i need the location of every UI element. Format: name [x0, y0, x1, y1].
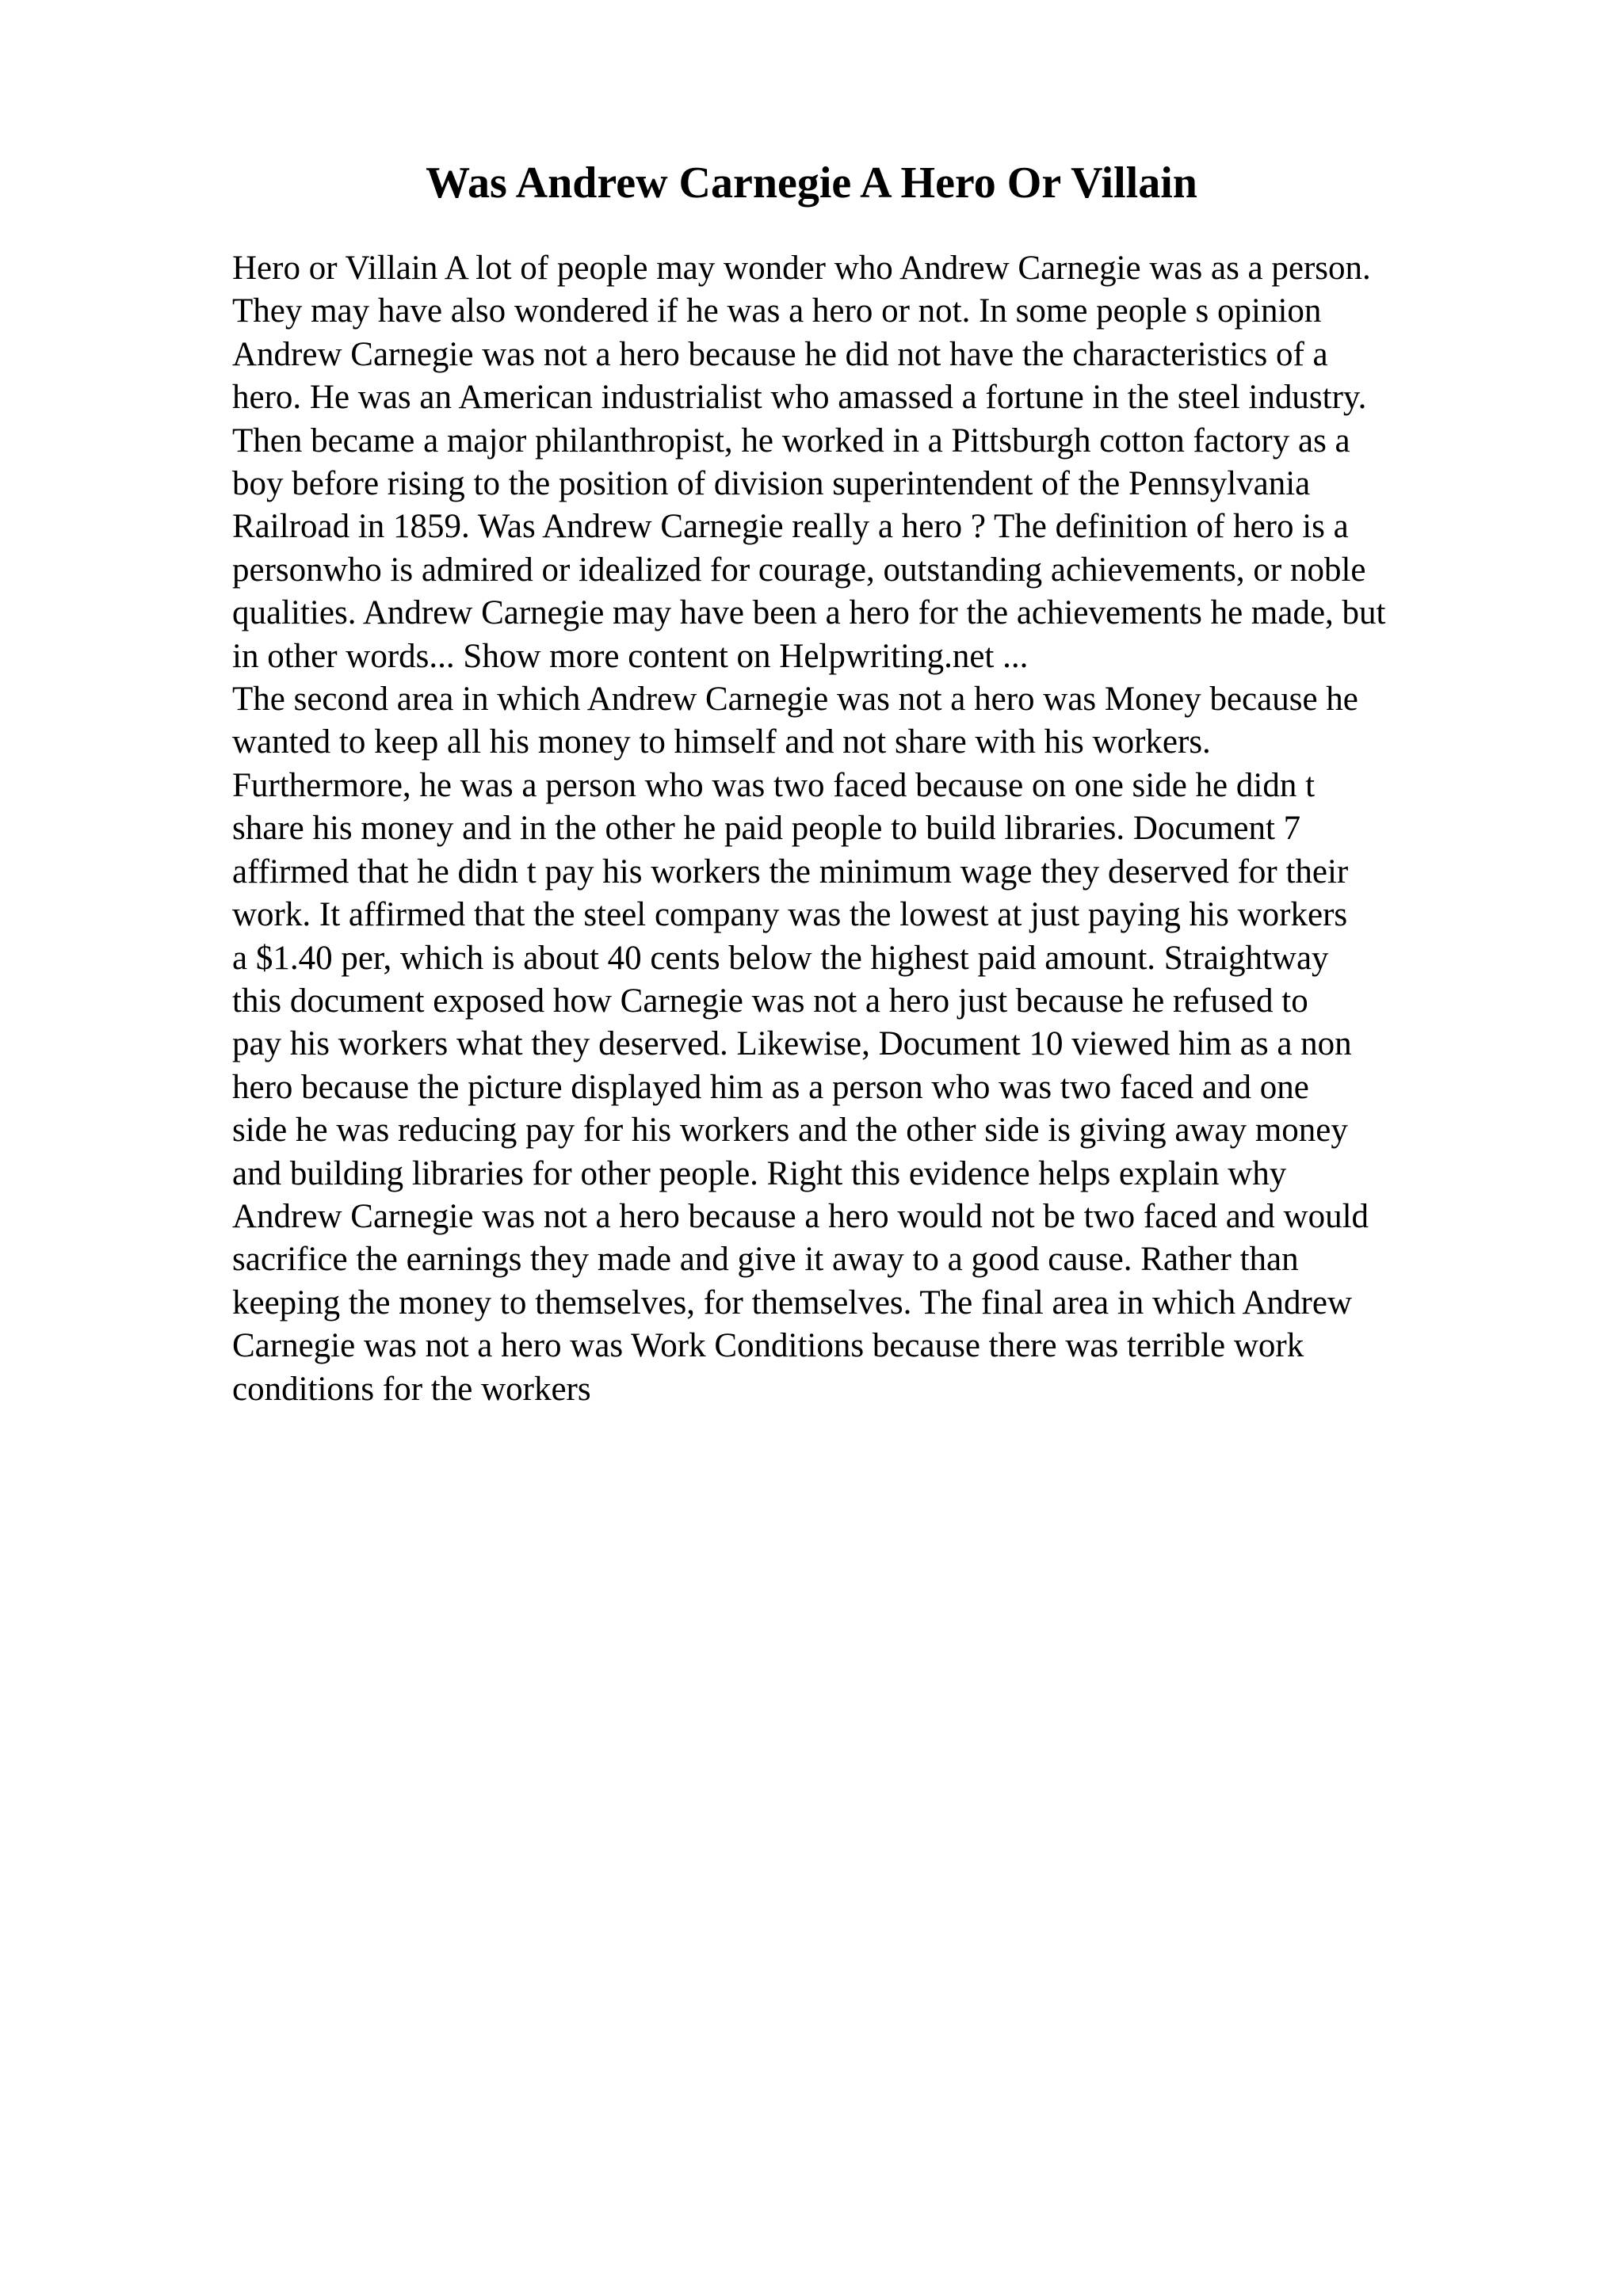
text-line: qualities. Andrew Carnegie may have been a hero for the achievements he made, but: [232, 594, 1386, 632]
text-line: hero. He was an American industrialist who amassed a fortune in the steel industry.: [232, 379, 1367, 417]
document-title: Was Andrew Carnegie A Hero Or Villain: [426, 158, 1197, 208]
text-line: work. It affirmed that the steel company was the lowest at just paying his workers: [232, 896, 1348, 934]
text-line: affirmed that he didn t pay his workers the minimum wage they deserved for their: [232, 852, 1349, 891]
text-line: wanted to keep all his money to himself and not share with his workers.: [232, 723, 1211, 761]
text-line: Railroad in 1859. Was Andrew Carnegie really a hero ? The definition of hero is a: [232, 508, 1349, 546]
text-line: Carnegie was not a hero was Work Conditions because there was terrible work: [232, 1327, 1304, 1365]
text-line: keeping the money to themselves, for themselves. The final area in which Andrew: [232, 1283, 1353, 1322]
text-line: The second area in which Andrew Carnegie was not a hero was Money because he: [232, 681, 1358, 719]
text-line: personwho is admired or idealized for courage, outstanding achievements, or noble: [232, 551, 1366, 589]
text-line: Furthermore, he was a person who was two faced because on one side he didn t: [232, 766, 1316, 804]
text-line: Andrew Carnegie was not a hero because he did not have the characteristics of a: [232, 335, 1328, 373]
text-line: share his money and in the other he paid people to build libraries. Document 7: [232, 810, 1301, 848]
text-line: Then became a major philanthropist, he worked in a Pittsburgh cotton factory as a: [232, 421, 1350, 460]
text-line: pay his workers what they deserved. Likewise, Document 10 viewed him as a non: [232, 1025, 1352, 1063]
text-line: sacrifice the earnings they made and give it away to a good cause. Rather than: [232, 1241, 1299, 1279]
text-line: side he was reducing pay for his workers and the other side is giving away money: [232, 1112, 1348, 1150]
document-body: [232, 247, 1516, 1411]
text-line: boy before rising to the position of division superintendent of the Pennsylvania: [232, 465, 1311, 503]
text-line: conditions for the workers: [232, 1370, 591, 1408]
text-line: hero because the picture displayed him as a person who was two faced and one: [232, 1068, 1309, 1106]
text-line: They may have also wondered if he was a hero or not. In some people s opinion: [232, 292, 1322, 330]
text-line: and building libraries for other people. Right this evidence helps explain why: [232, 1154, 1287, 1192]
text-line: a $1.40 per, which is about 40 cents below the highest paid amount. Straightway: [232, 939, 1329, 977]
text-line: Andrew Carnegie was not a hero because a hero would not be two faced and would: [232, 1197, 1369, 1235]
text-line: Hero or Villain A lot of people may wonder who Andrew Carnegie was as a person.: [232, 250, 1371, 287]
text-line: this document exposed how Carnegie was not a hero just because he refused to: [232, 982, 1308, 1020]
text-line: in other words... Show more content on Helpwriting.net ...: [232, 637, 1029, 675]
